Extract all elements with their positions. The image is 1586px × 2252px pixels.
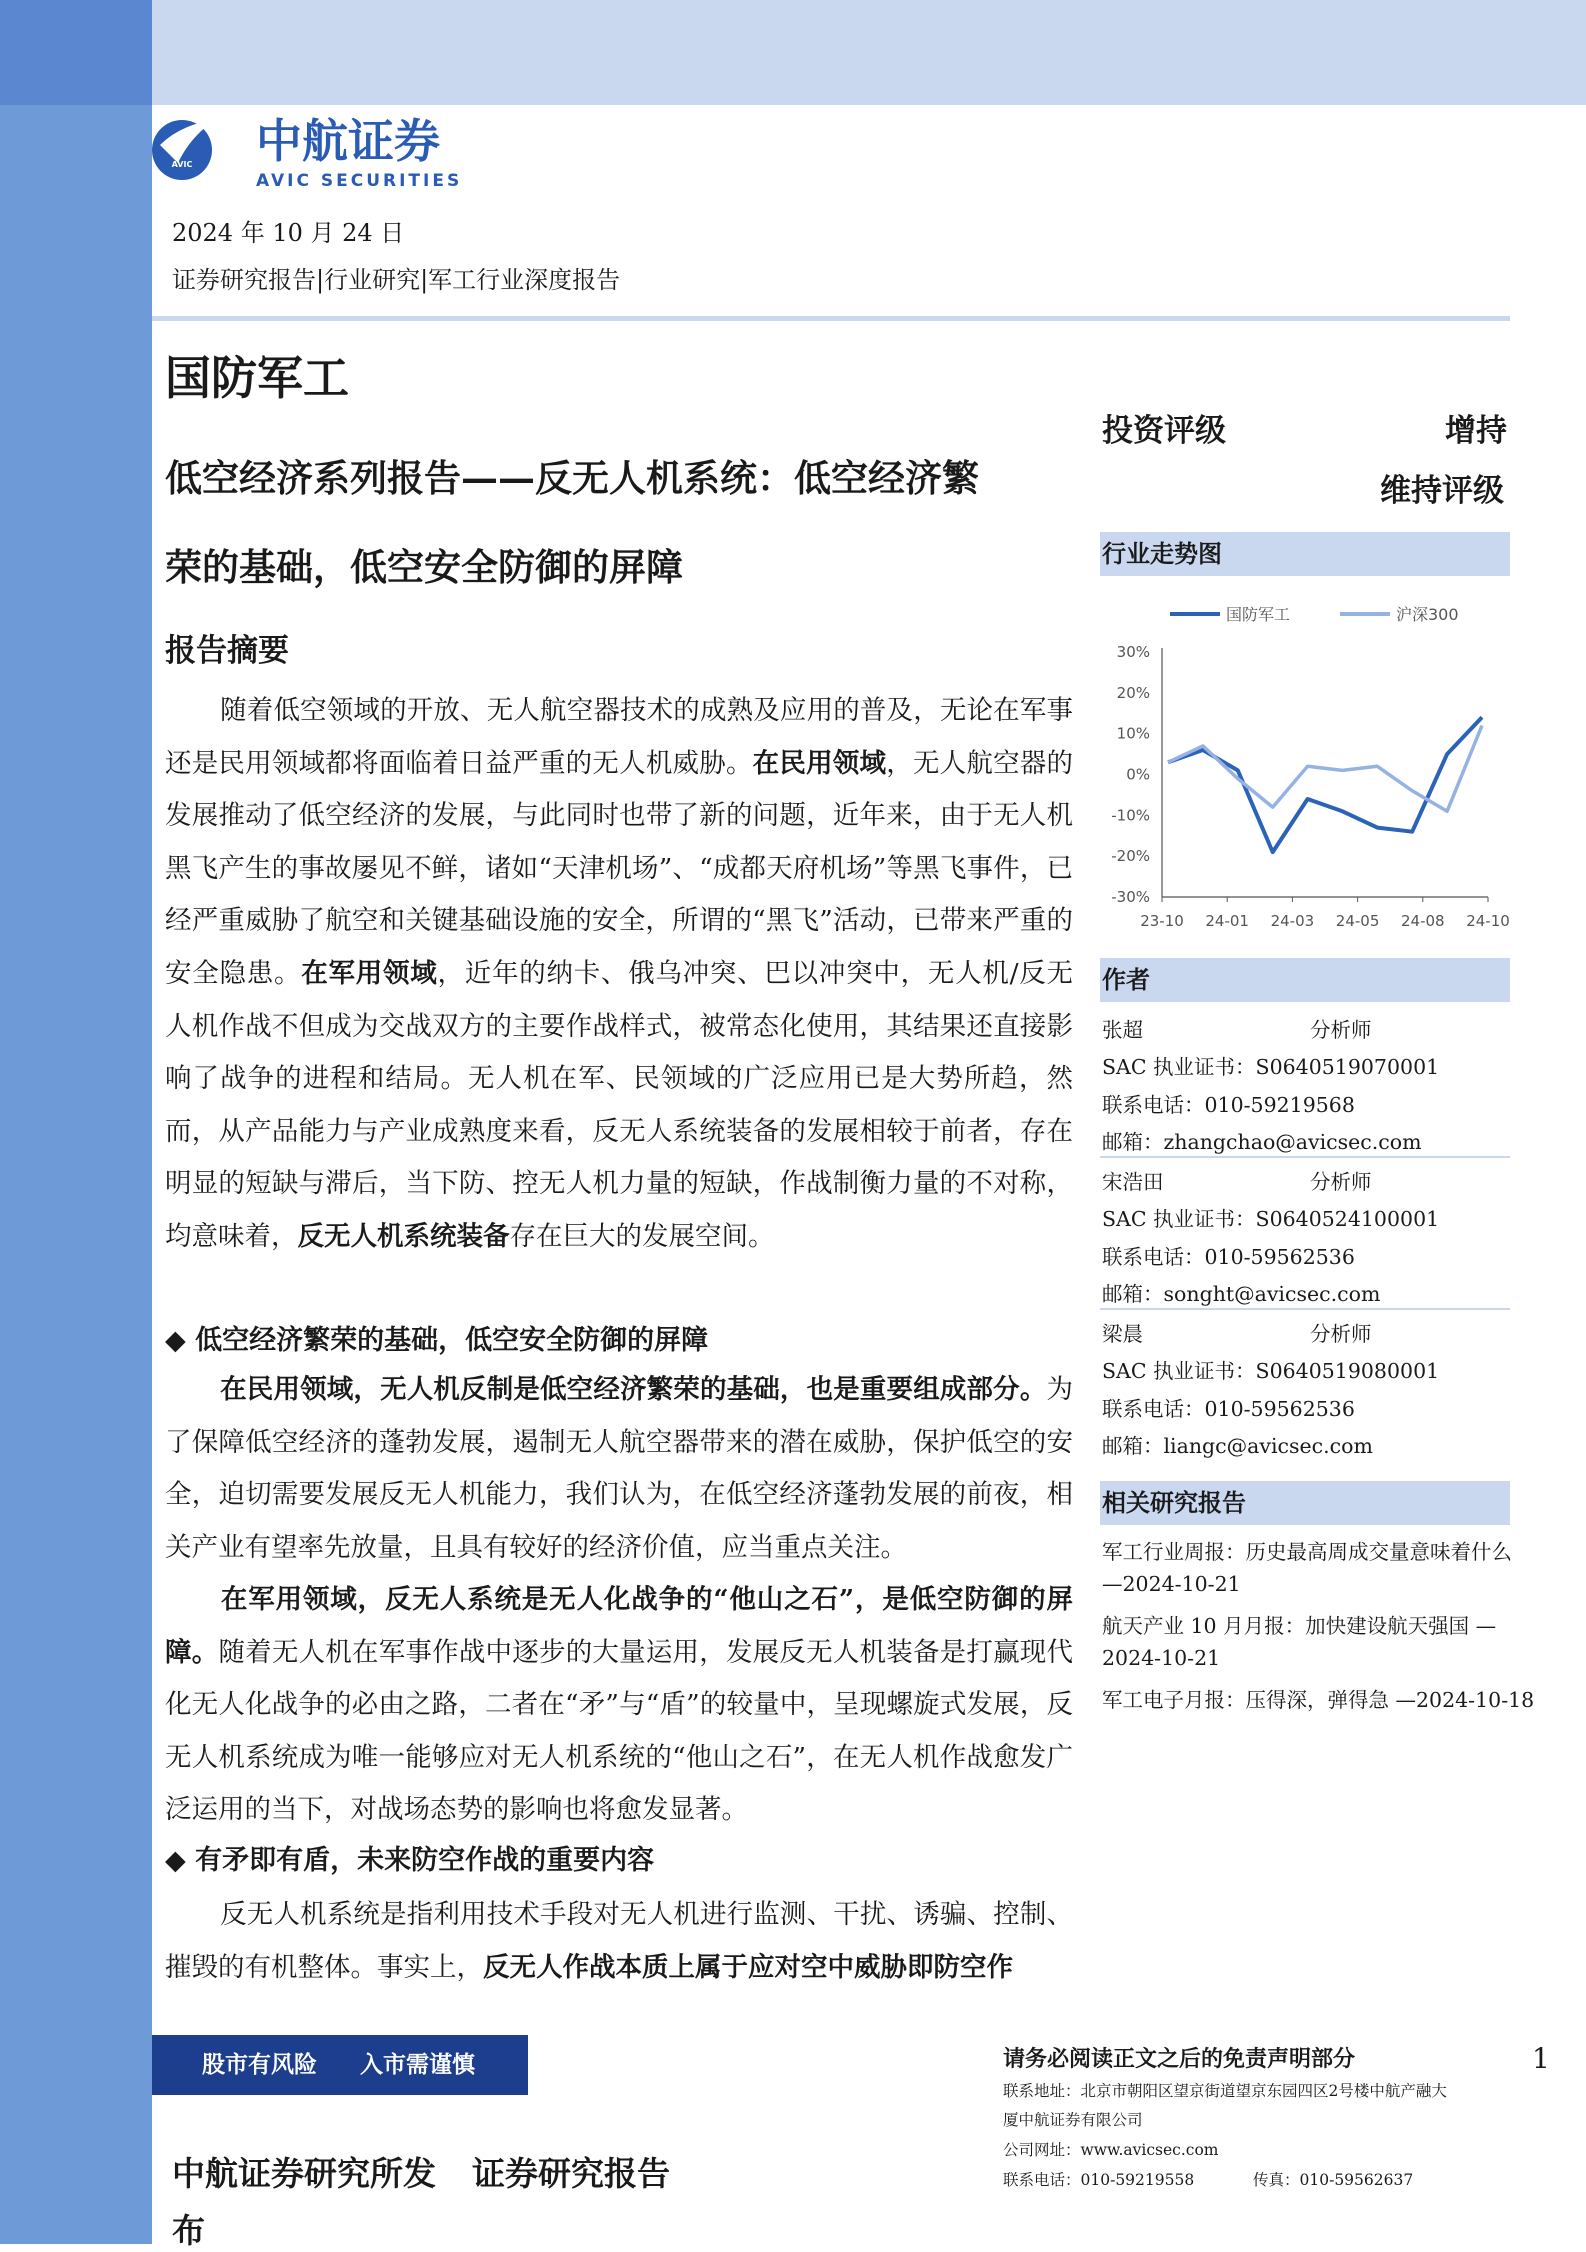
issuer-report-label: 证券研究报告 — [472, 2154, 670, 2193]
x-tick-label: 24-08 — [1401, 912, 1445, 930]
disclaimer-notice: 请务必阅读正文之后的免责声明部分 — [1003, 2046, 1356, 2072]
rating-label: 投资评级 — [1102, 413, 1226, 449]
footer-address-2: 厦中航证券有限公司 — [1003, 2111, 1143, 2129]
chart-x-axis — [1140, 897, 1510, 930]
top-band — [0, 0, 1586, 105]
left-bar — [0, 0, 152, 2244]
summary-paragraph-3 — [165, 1574, 1073, 1837]
related-report-line[interactable]: 2024-10-21 — [1102, 1646, 1221, 1670]
text-run: 存在巨大的发展空间。 — [509, 1220, 775, 1252]
chart-y-axis — [1111, 643, 1162, 906]
bold-run: 反无人机系统装备 — [297, 1220, 510, 1252]
bold-run: 在军用领域 — [301, 957, 438, 989]
trend-heading: 行业走势图 — [1100, 532, 1510, 576]
rating-sub: 维持评级 — [1380, 473, 1504, 509]
bold-run: 反无人作战本质上属于应对空中威胁即防空作 — [483, 1951, 1013, 1983]
trend-chart — [1100, 590, 1512, 940]
page-number: 1 — [1532, 2042, 1550, 2075]
summary-paragraph-4 — [165, 1889, 1073, 1994]
sector-title: 国防军工 — [165, 351, 349, 405]
author-sac: SAC 执业证书：S0640519070001 — [1102, 1055, 1440, 1079]
author-name: 梁晨 — [1102, 1322, 1143, 1346]
legend-label: 沪深300 — [1396, 605, 1459, 624]
y-tick-label: -20% — [1111, 847, 1150, 866]
text-run: 为了保障低空经济的蓬勃发展，遏制无人航空器带来的潜在威胁，保护低空的安全，迫切需要发展反无人机能力，我们认为，在低空经济蓬勃发展的前夜，相关产业有望率先放量，且具有较好的经济价值，应当重点关注。 — [165, 1374, 1073, 1563]
report-title-line2: 荣的基础，低空安全防御的屏障 — [165, 545, 683, 589]
author-role: 分析师 — [1310, 1170, 1372, 1194]
author-email[interactable]: 邮箱：liangc@avicsec.com — [1102, 1434, 1373, 1458]
chart-legend — [1170, 605, 1459, 624]
related-report-line[interactable]: 航天产业 10 月月报：加快建设航天强国 — — [1102, 1614, 1497, 1638]
y-tick-label: 30% — [1116, 643, 1150, 661]
related-report-line[interactable]: —2024-10-21 — [1102, 1572, 1241, 1596]
related-heading: 相关研究报告 — [1100, 1481, 1510, 1525]
author-sac: SAC 执业证书：S0640524100001 — [1102, 1207, 1440, 1231]
header-divider — [152, 316, 1510, 321]
footer-fax: 传真：010-59562637 — [1253, 2171, 1414, 2189]
y-tick-label: 20% — [1116, 683, 1150, 702]
risk-text-2: 入市需谨慎 — [360, 2051, 475, 2078]
x-tick-label: 24-03 — [1270, 912, 1315, 930]
text-run: 随着无人机在军事作战中逐步的大量运用，发展反无人机装备是打赢现代化无人化战争的必由之路，二者在“矛”与“盾”的较量中，呈现螺旋式发展，反无人机系统成为唯一能够应对无人机系统的“他山之石”，在无人机作战愈发广泛运用的当下，对战场态势的影响也将愈发显著。 — [165, 1636, 1074, 1826]
y-tick-label: -30% — [1111, 888, 1150, 906]
author-divider — [1100, 1308, 1510, 1310]
report-type: 证券研究报告|行业研究|军工行业深度报告 — [172, 266, 621, 294]
y-tick-label: 10% — [1116, 724, 1150, 743]
report-date: 2024 年 10 月 24 日 — [172, 219, 405, 247]
text-run: ，近年的纳卡、俄乌冲突、巴以冲突中，无人机/反无人机作战不但成为交战双方的主要作战样式，被常态化使用，其结果还直接影响了战争的进程和结局。无人机在军、民领域的广泛应用已是大势所趋，然而，从产品能力与产业成熟度来看，反无人系统装备的发展相较于前者，存在明显的短缺与滞后，当下防、控无人机力量的短缺，作战制衡力量的不对称，均意味着， — [165, 957, 1074, 1252]
top-left-block — [0, 0, 152, 105]
report-title-line1: 低空经济系列报告——反无人机系统：低空经济繁 — [165, 456, 979, 500]
text-run: 随着低空领域的开放、无人航空器技术的成熟及应用的普及，无论在军事还是民用领域都将面临着日益严重的无人机威胁。 — [165, 695, 1073, 779]
bullet-heading-1: ◆ 低空经济繁荣的基础，低空安全防御的屏障 — [165, 1325, 709, 1356]
y-tick-label: -10% — [1111, 806, 1150, 825]
x-tick-label: 24-05 — [1335, 912, 1380, 930]
author-name: 宋浩田 — [1102, 1170, 1164, 1194]
author-role: 分析师 — [1310, 1018, 1372, 1042]
text-run: 反无人机系统是指利用技术手段对无人机进行监测、干扰、诱骗、控制、摧毁的有机整体。事实上， — [165, 1899, 1073, 1983]
authors-heading: 作者 — [1100, 958, 1510, 1002]
legend-label: 国防军工 — [1226, 605, 1291, 624]
author-email[interactable]: 邮箱：zhangchao@avicsec.com — [1102, 1130, 1422, 1154]
text-run: ，无人航空器的发展推动了低空经济的发展，与此同时也带了新的问题，近年来，由于无人机黑飞产生的事故屡见不鲜，诸如“天津机场”、“成都天府机场”等黑飞事件，已经严重威胁了航空和关键基础设施的安全，所谓的“黑飞”活动，已带来严重的安全隐患。 — [165, 747, 1074, 989]
author-tel: 联系电话：010-59562536 — [1102, 1397, 1355, 1421]
author-role: 分析师 — [1310, 1322, 1372, 1346]
x-tick-label: 24-10 — [1466, 912, 1510, 930]
author-tel: 联系电话：010-59562536 — [1102, 1245, 1355, 1269]
related-report-line[interactable]: 军工行业周报：历史最高周成交量意味着什么 — [1102, 1540, 1512, 1564]
bullet-heading-2: ◆ 有矛即有盾，未来防空作战的重要内容 — [165, 1845, 655, 1876]
author-tel: 联系电话：010-59219568 — [1102, 1093, 1355, 1117]
footer-address-1: 联系地址：北京市朝阳区望京街道望京东园四区2号楼中航产融大 — [1003, 2082, 1447, 2100]
series-line-csi300 — [1168, 726, 1482, 812]
risk-text-1: 股市有风险 — [202, 2051, 317, 2078]
author-name: 张超 — [1102, 1018, 1143, 1042]
bold-run: 在民用领域 — [752, 747, 887, 779]
series-line-defense — [1168, 717, 1482, 852]
footer-tel: 联系电话：010-59219558 — [1003, 2171, 1195, 2189]
summary-paragraph-1 — [165, 685, 1073, 1264]
logo-mark: AVIC — [171, 160, 193, 169]
author-divider — [1100, 1156, 1510, 1158]
summary-heading: 报告摘要 — [165, 633, 289, 669]
bold-run: 在民用领域，无人机反制是低空经济繁荣的基础，也是重要组成部分。 — [220, 1374, 1047, 1405]
issuer-line-2: 布 — [172, 2211, 205, 2250]
author-sac: SAC 执业证书：S0640519080001 — [1102, 1359, 1440, 1383]
y-tick-label: 0% — [1126, 765, 1150, 784]
bold-run: 在军用领域，反无人系统是无人化战争的“他山之石”，是低空防御的屏障。 — [165, 1584, 1073, 1668]
summary-paragraph-2 — [165, 1364, 1073, 1574]
issuer-line-1: 中航证券研究所发 — [172, 2154, 436, 2193]
footer-website: 公司网址：www.avicsec.com — [1003, 2141, 1219, 2159]
risk-banner — [152, 2035, 528, 2095]
author-email[interactable]: 邮箱：songht@avicsec.com — [1102, 1282, 1381, 1306]
logo-en: AVIC SECURITIES — [256, 171, 463, 191]
x-tick-label: 23-10 — [1140, 912, 1184, 930]
logo-cn: 中航证券 — [256, 114, 440, 168]
avic-logo — [150, 105, 530, 195]
x-tick-label: 24-01 — [1205, 912, 1249, 930]
chart-lines — [1168, 717, 1482, 852]
related-report-line[interactable]: 军工电子月报：压得深，弹得急 —2024-10-18 — [1102, 1688, 1535, 1712]
rating-value: 增持 — [1445, 413, 1507, 449]
